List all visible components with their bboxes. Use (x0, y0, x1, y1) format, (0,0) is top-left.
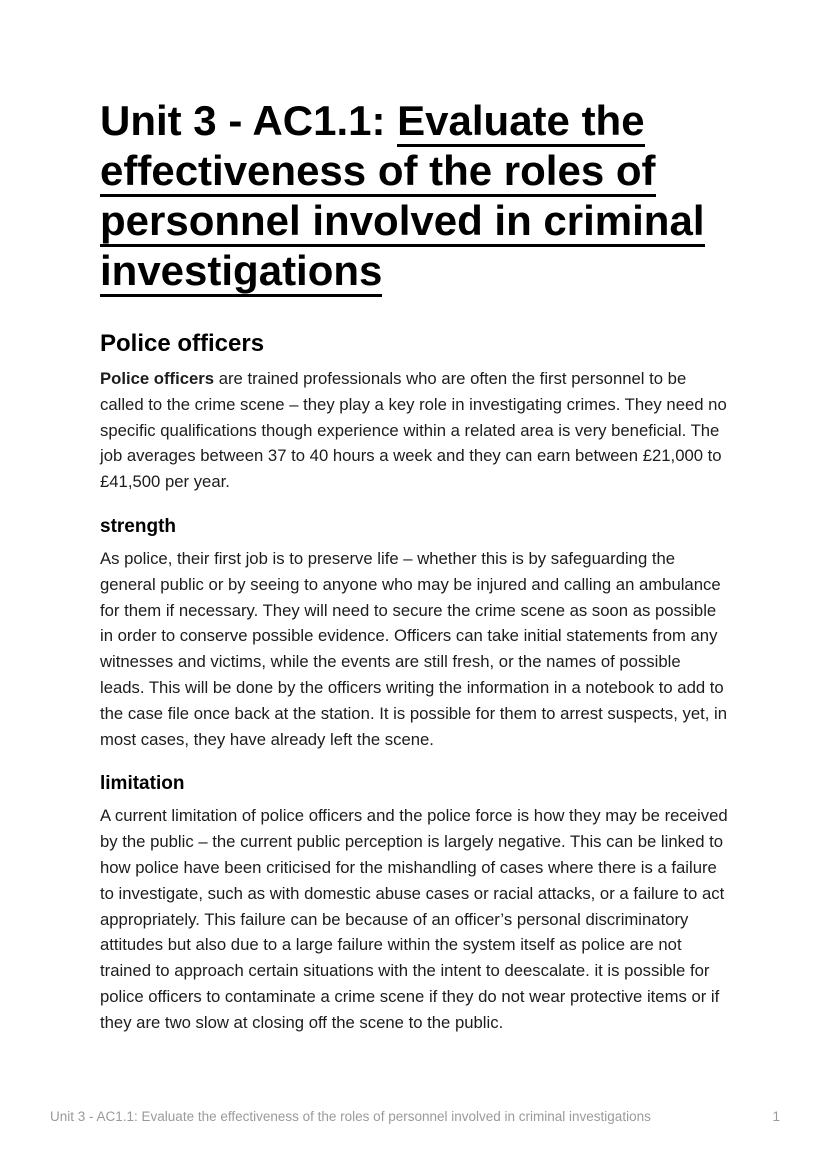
paragraph-police-officers-bold-lead: Police officers (100, 369, 215, 388)
document-title (100, 96, 728, 296)
section-heading-limitation: limitation (100, 773, 185, 795)
section-heading-strength: strength (100, 515, 176, 537)
page-footer (50, 1108, 780, 1125)
document-title-underlined-text: Evaluate the effectiveness of the roles of personnel involved in criminal investigations (100, 97, 705, 297)
paragraph-limitation: A current limitation of police officers and the police force is how they may be received by the public – the current public perception is largely negative. This can be linked to how police have been criticised for the mishandling of cases where there is a failure to investigate, such as with domestic abuse cases or racial attacks, or a failure to act appropriately. This failure can be because of an officer’s personal discriminatory attitudes but also due to a large failure within the system itself as police are not trained to approach certain situations with the intent to deescalate. it is possible for police officers to contaminate a crime scene if they do not wear protective items or if they are two slow at closing off the scene to the public. (100, 806, 728, 1032)
paragraph-police-officers (100, 366, 728, 495)
paragraph-strength: As police, their first job is to preserve life – whether this is by safeguarding the general public or by seeing to anyone who may be injured and calling an ambulance for them if necessary. They will need to secure the crime scene as soon as possible in order to conserve possible evidence. Officers can take initial statements from any witnesses and victims, while the events are still fresh, or the names of possible leads. This will be done by the officers writing the information in a notebook to add to the case file once back at the station. It is possible for them to arrest suspects, yet, in most cases, they have already left the scene. (100, 548, 728, 749)
document-title-prefix: Unit 3 - AC1.1: (100, 97, 398, 144)
footer-running-title: Unit 3 - AC1.1: Evaluate the effectiveness of the roles of personnel involved in criminal investigations (50, 1109, 651, 1124)
section-heading-police-officers: Police officers (100, 330, 265, 357)
footer-page-number: 1 (772, 1109, 780, 1124)
paragraph-police-officers-text: are trained professionals who are often the first personnel to be called to the crime scene – they play a key role in investigating crimes. They need no specific qualifications though experience within a related area is very beneficial. The job averages between 37 to 40 hours a week and they can earn between £21,000 to £41,500 per year. (100, 369, 727, 492)
